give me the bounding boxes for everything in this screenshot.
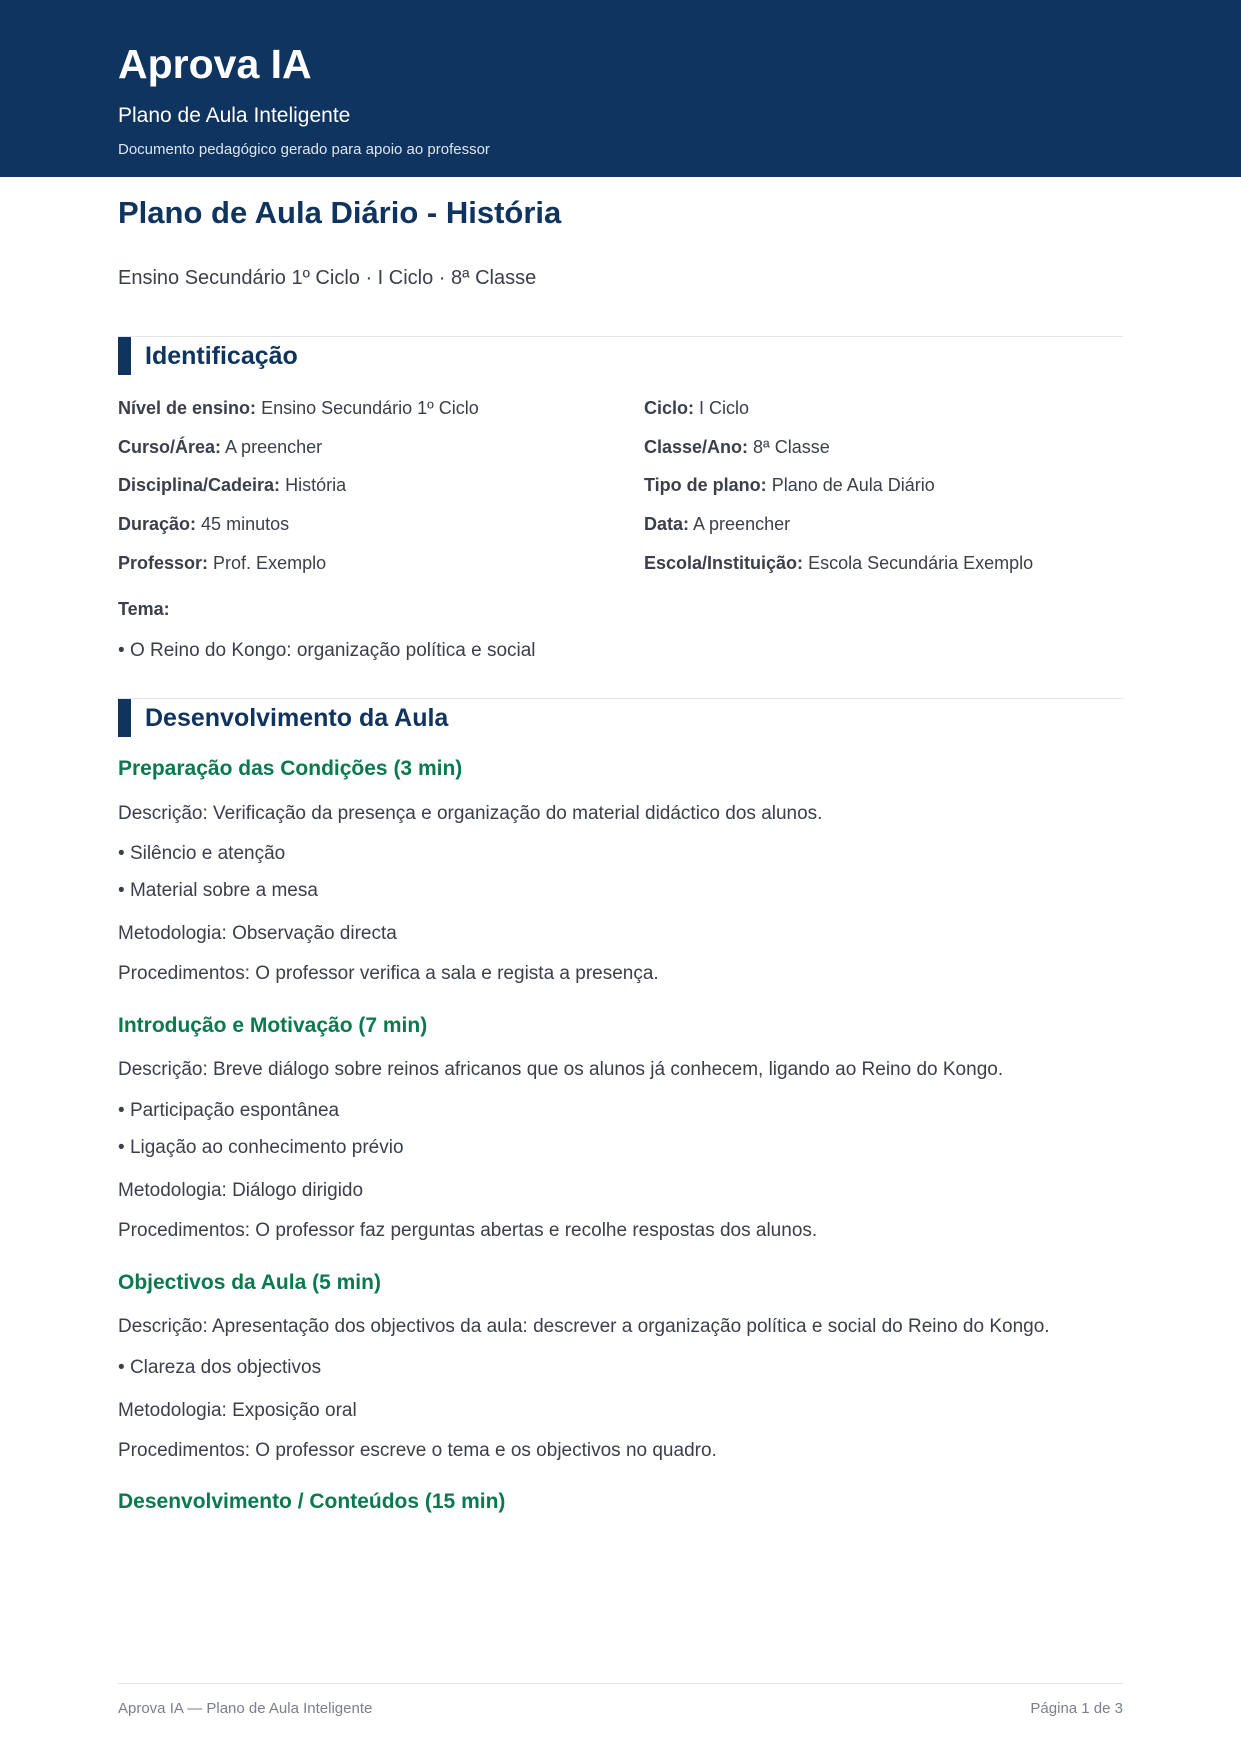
stage-metodologia: Metodologia: Diálogo dirigido	[118, 1180, 364, 1201]
field-data	[644, 515, 790, 533]
section-heading-desenvolvimento	[118, 699, 448, 737]
stage-descricao: Descrição: Verificação da presença e organização do material didáctico dos alunos.	[118, 803, 823, 824]
stage-metodologia: Metodologia: Observação directa	[118, 923, 397, 944]
field-value: A preencher	[225, 437, 323, 457]
footer-document-name: Aprova IA — Plano de Aula Inteligente	[118, 1700, 373, 1717]
tema-item: • O Reino do Kongo: organização política e social	[118, 641, 536, 660]
footer-page-number: Página 1 de 3	[1030, 1700, 1123, 1717]
stage-title: Preparação das Condições (3 min)	[118, 757, 463, 780]
stage-title: Desenvolvimento / Conteúdos (15 min)	[118, 1490, 506, 1513]
section-heading-identificacao	[118, 337, 298, 375]
stage-title: Introdução e Motivação (7 min)	[118, 1014, 428, 1037]
field-curso	[118, 438, 322, 456]
stage-descricao: Descrição: Breve diálogo sobre reinos africanos que os alunos já conhecem, ligando ao Reino do Kongo.	[118, 1059, 1004, 1080]
stage-procedimentos: Procedimentos: O professor faz perguntas abertas e recolhe respostas dos alunos.	[118, 1220, 818, 1241]
stage-title: Objectivos da Aula (5 min)	[118, 1271, 381, 1294]
field-label: Disciplina/Cadeira:	[118, 475, 281, 495]
stage-bullet: • Clareza dos objectivos	[118, 1358, 321, 1377]
stage-metodologia: Metodologia: Exposição oral	[118, 1400, 357, 1421]
section-accent-bar	[118, 337, 131, 375]
field-value: Prof. Exemplo	[213, 553, 327, 573]
field-nivel	[118, 399, 479, 417]
field-value: 8ª Classe	[753, 437, 830, 457]
field-value: 45 minutos	[201, 514, 290, 534]
field-value: Escola Secundária Exemplo	[808, 553, 1034, 573]
header-banner	[0, 0, 1241, 177]
field-professor	[118, 554, 326, 572]
field-classe	[644, 438, 830, 456]
field-value: Ensino Secundário 1º Ciclo	[261, 398, 479, 418]
stage-bullet: • Material sobre a mesa	[118, 881, 318, 900]
field-label: Classe/Ano:	[644, 437, 749, 457]
stage-procedimentos: Procedimentos: O professor verifica a sala e regista a presença.	[118, 963, 659, 984]
field-tipo	[644, 476, 935, 494]
brand-title: Aprova IA	[118, 41, 312, 87]
section-title: Desenvolvimento da Aula	[145, 703, 449, 732]
field-escola	[644, 554, 1033, 572]
field-label: Data:	[644, 514, 690, 534]
stage-procedimentos: Procedimentos: O professor escreve o tema e os objectivos no quadro.	[118, 1440, 717, 1461]
field-label: Tipo de plano:	[644, 475, 767, 495]
brand-tagline: Documento pedagógico gerado para apoio ao professor	[118, 141, 490, 158]
field-label: Ciclo:	[644, 398, 695, 418]
section-title: Identificação	[145, 341, 298, 370]
footer-divider	[118, 1683, 1123, 1684]
field-label: Escola/Instituição:	[644, 553, 804, 573]
field-label: Nível de ensino:	[118, 398, 257, 418]
document-title: Plano de Aula Diário - História	[118, 195, 562, 230]
field-ciclo	[644, 399, 749, 417]
brand-subtitle: Plano de Aula Inteligente	[118, 104, 351, 127]
field-label: Curso/Área:	[118, 437, 222, 457]
field-label: Professor:	[118, 553, 209, 573]
section-accent-bar	[118, 699, 131, 737]
stage-bullet: • Silêncio e atenção	[118, 844, 285, 863]
field-duracao	[118, 515, 289, 533]
tema-label: Tema:	[118, 599, 170, 619]
stage-bullet: • Participação espontânea	[118, 1101, 339, 1120]
field-disciplina	[118, 476, 346, 494]
field-value: A preencher	[693, 514, 791, 534]
stage-descricao: Descrição: Apresentação dos objectivos da aula: descrever a organização política e social do Reino do Kongo.	[118, 1316, 1050, 1337]
field-value: História	[285, 475, 347, 495]
field-value: Plano de Aula Diário	[771, 475, 935, 495]
stage-bullet: • Ligação ao conhecimento prévio	[118, 1138, 404, 1157]
document-subtitle: Ensino Secundário 1º Ciclo · I Ciclo · 8ª Classe	[118, 267, 537, 289]
field-label: Duração:	[118, 514, 197, 534]
field-value: I Ciclo	[699, 398, 750, 418]
